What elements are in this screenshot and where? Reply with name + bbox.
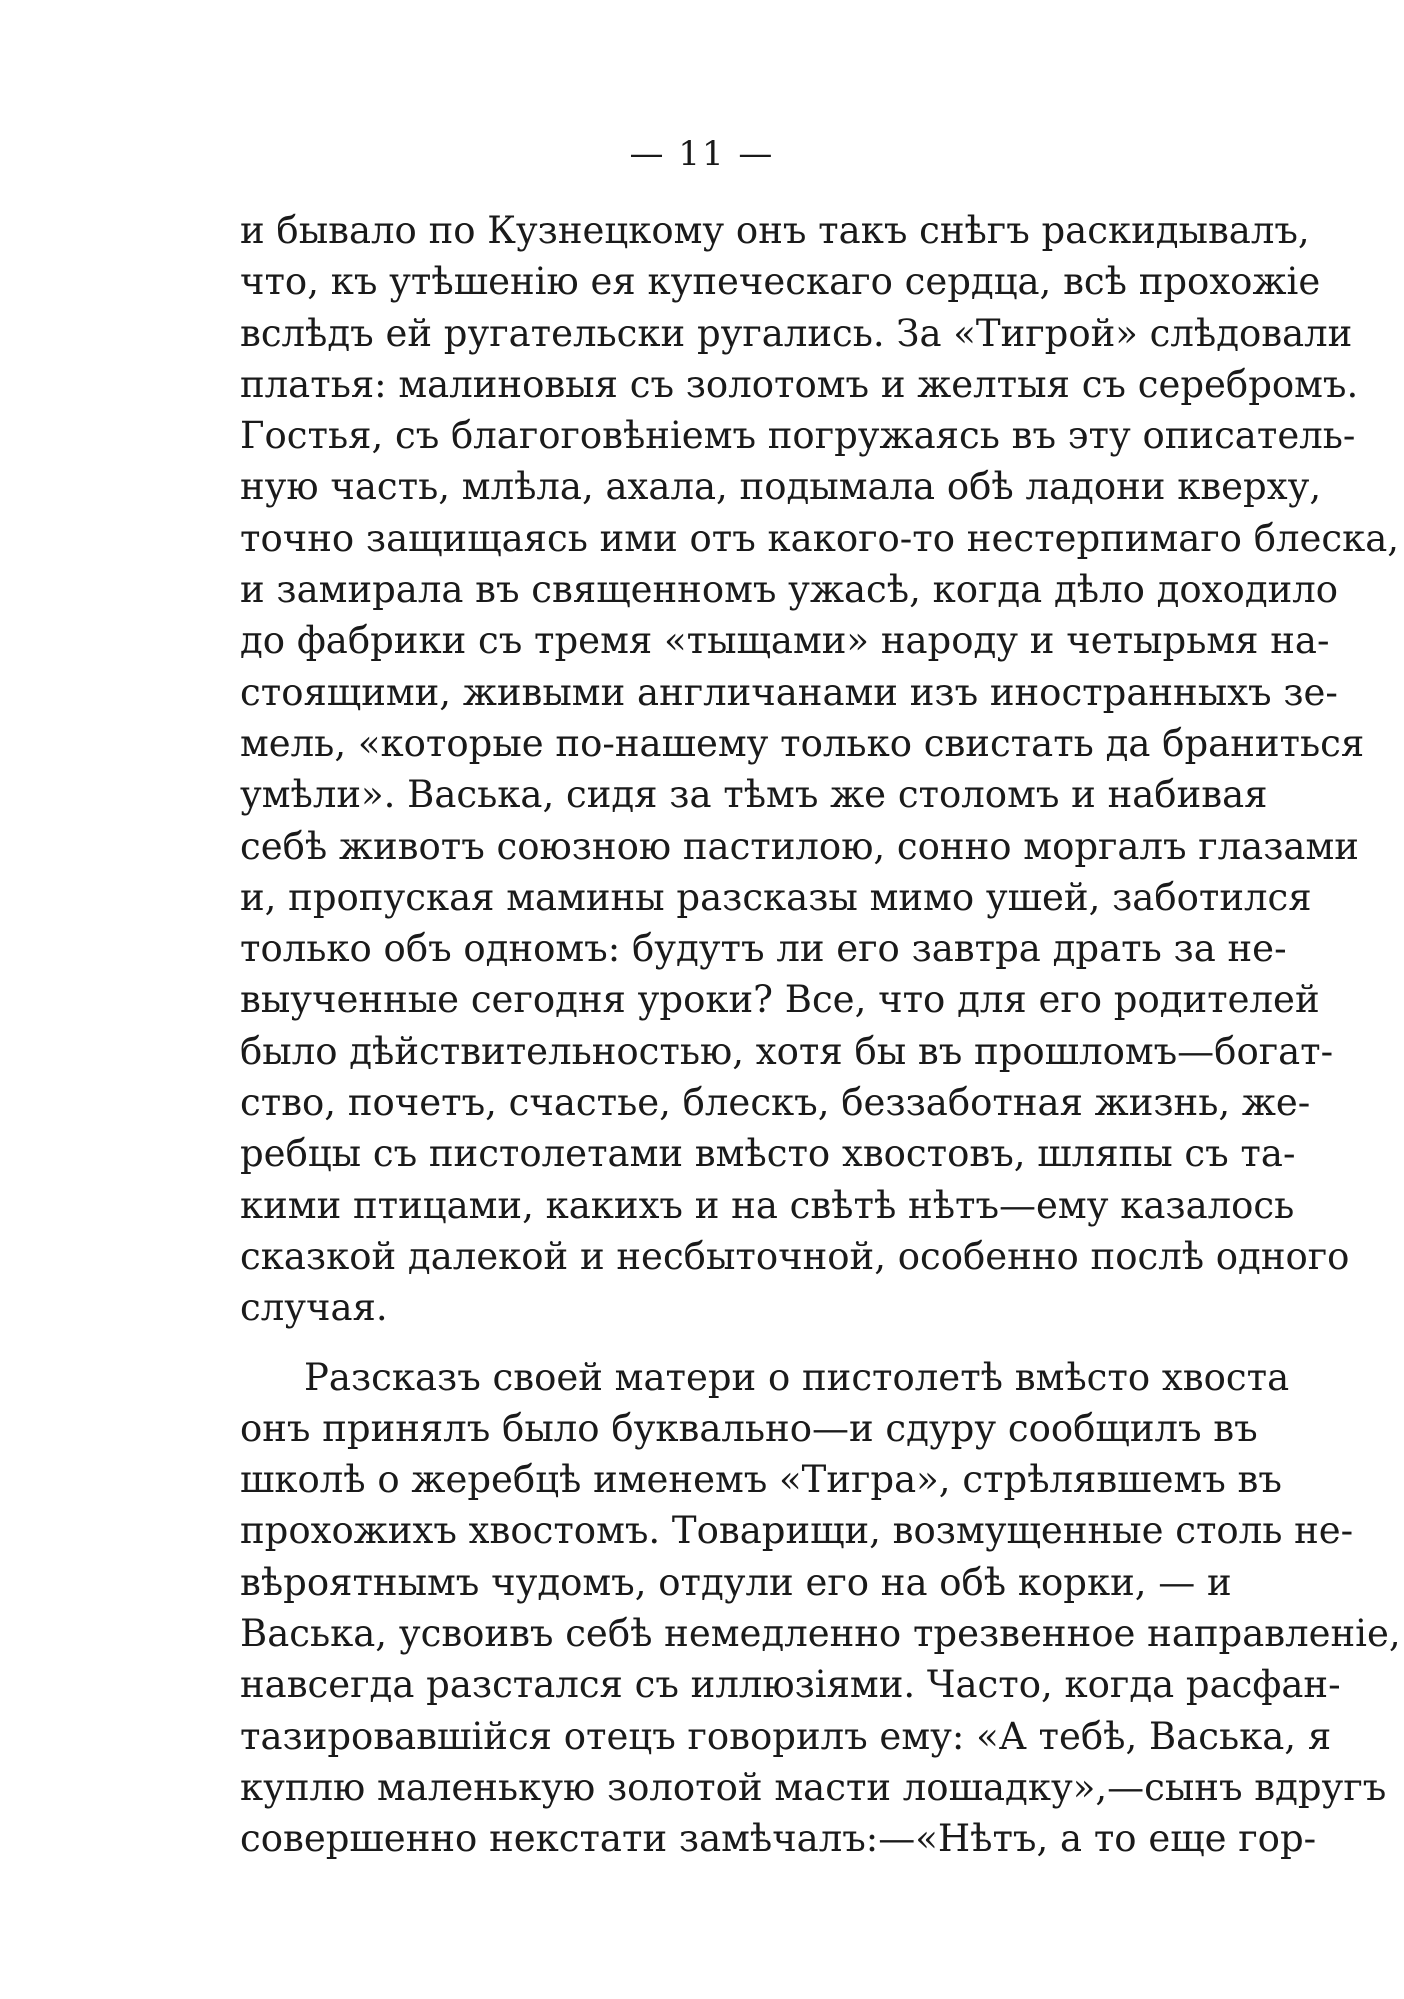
text-line: стоящими, живыми англичанами изъ иностранныхъ зе- [240,670,1338,714]
paragraph-2 [240,1352,1401,1865]
text-line: умѣли». Васька, сидя за тѣмъ же столомъ и набивая [240,773,1268,817]
text-line: Разсказъ своей матери о пистолетѣ вмѣсто хвоста [304,1355,1290,1399]
text-line: кими птицами, какихъ и на свѣтѣ нѣтъ—ему казалось [240,1183,1295,1227]
text-line: ную часть, млѣла, ахала, подымала обѣ ладони кверху, [240,465,1322,509]
text-line: куплю маленькую золотой масти лошадку»,—сынъ вдругъ [240,1765,1387,1809]
text-line: Васька, усвоивъ себѣ немедленно трезвенное направленіе, [240,1612,1401,1656]
text-line: выученные сегодня уроки? Все, что для его родителей [240,978,1320,1022]
text-line: онъ принялъ было буквально—и сдуру сообщилъ въ [240,1406,1258,1450]
paragraph-1 [240,205,1400,1334]
text-line: навсегда разстался съ иллюзіями. Часто, когда расфан- [240,1663,1341,1707]
body-text [240,205,1401,1865]
text-line: ребцы съ пистолетами вмѣсто хвостовъ, шляпы съ та- [240,1132,1296,1176]
text-line: совершенно некстати замѣчалъ:—«Нѣтъ, а то еще гор- [240,1817,1317,1861]
text-line: мель, «которые по-нашему только свистать да браниться [240,721,1365,765]
text-line: вслѣдъ ей ругательски ругались. За «Тигрой» слѣдовали [240,311,1353,355]
text-line: прохожихъ хвостомъ. Товарищи, возмущенные столь не- [240,1509,1354,1553]
text-line: вѣроятнымъ чудомъ, отдули его на обѣ корки, — и [240,1560,1232,1604]
text-line: точно защищаясь ими отъ какого-то нестерпимаго блеска, [240,516,1400,560]
text-line: тазировавшійся отецъ говорилъ ему: «А тебѣ, Васька, я [240,1714,1332,1758]
text-line: и, пропуская мамины разсказы мимо ушей, заботился [240,875,1312,919]
text-line: школѣ о жеребцѣ именемъ «Тигра», стрѣлявшемъ въ [240,1458,1282,1502]
text-line: и бывало по Кузнецкому онъ такъ снѣгъ раскидывалъ, [240,209,1310,252]
text-line: до фабрики съ тремя «тыщами» народу и четырьмя на- [240,619,1330,663]
text-line: только объ одномъ: будутъ ли его завтра драть за не- [240,927,1287,971]
text-line: ство, почетъ, счастье, блескъ, беззаботная жизнь, же- [240,1081,1311,1125]
text-line: что, къ утѣшенію ея купеческаго сердца, всѣ прохожіе [240,260,1321,304]
text-line: было дѣйствительностью, хотя бы въ прошломъ—богат- [240,1029,1334,1073]
text-line: платья: малиновыя съ золотомъ и желтыя съ серебромъ. [240,362,1359,406]
text-line: Гостья, съ благоговѣніемъ погружаясь въ эту описатель- [240,414,1356,458]
text-line: себѣ животъ союзною пастилою, сонно моргалъ глазами [240,824,1359,868]
text-line: сказкой далекой и несбыточной, особенно послѣ одного [240,1234,1350,1278]
text-line: и замирала въ священномъ ужасѣ, когда дѣло доходило [240,568,1339,612]
text-line: случая. [240,1286,388,1330]
paragraph-gap [240,1334,1170,1352]
page-number: — 11 — [629,134,775,174]
